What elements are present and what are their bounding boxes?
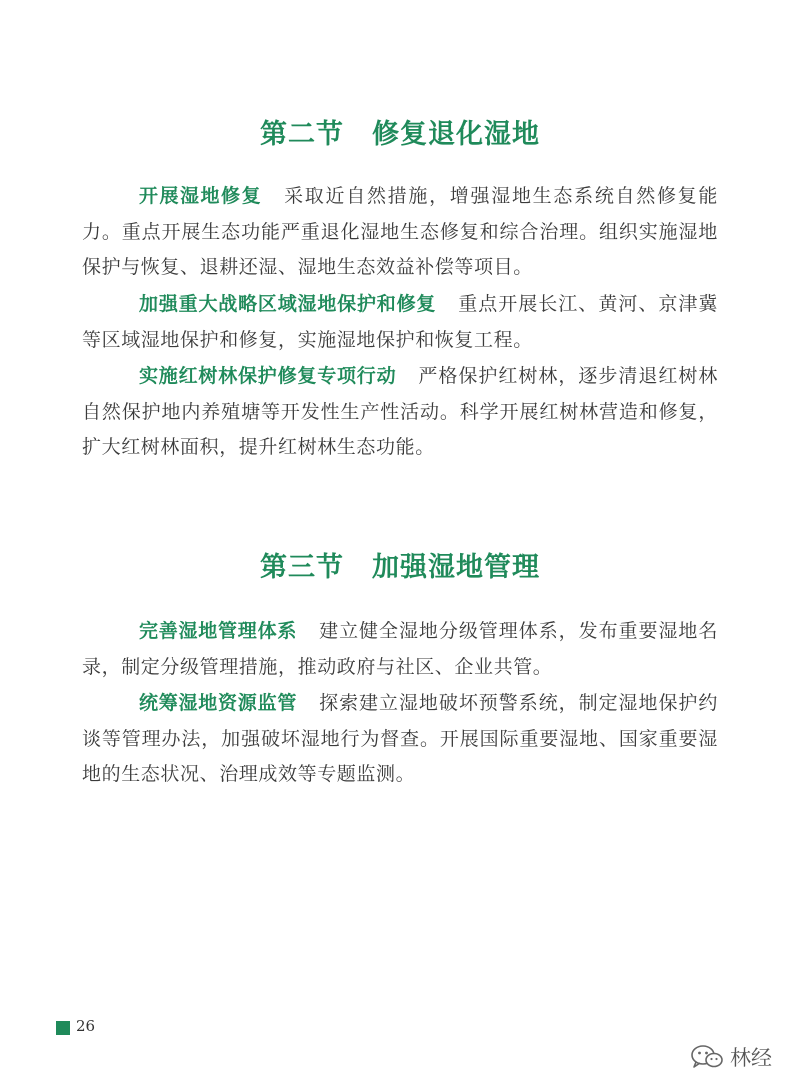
paragraph-heading: 实施红树林保护修复专项行动 <box>139 365 397 387</box>
paragraph-body: 严格保护红树林，逐步清退红树林自然保护地内养殖塘等开发性生产性活动。科学开展红树林营造和修复，扩大红树林面积，提升红树林生态功能。 <box>82 365 718 458</box>
section-title-wetland-management: 第三节 加强湿地管理 <box>260 552 540 583</box>
paragraph-heading: 加强重大战略区域湿地保护和修复 <box>139 293 437 315</box>
paragraph-wetland-restoration <box>82 179 718 286</box>
paragraph-management-system <box>82 614 718 685</box>
paragraph-heading: 完善湿地管理体系 <box>139 620 298 642</box>
paragraph-heading: 统筹湿地资源监管 <box>139 692 298 714</box>
paragraph-body: 采取近自然措施，增强湿地生态系统自然修复能力。重点开展生态功能严重退化湿地生态修复和综合治理。组织实施湿地保护与恢复、退耕还湿、湿地生态效益补偿等项目。 <box>82 185 718 278</box>
paragraph-resource-supervision <box>82 686 718 793</box>
page-number: 26 <box>76 1017 96 1035</box>
paragraph-strategic-region-wetlands <box>82 287 718 358</box>
watermark <box>690 1042 772 1072</box>
wechat-logo-icon <box>690 1044 724 1070</box>
watermark-text: 林经 <box>730 1046 772 1070</box>
page-marker-square <box>56 1021 70 1035</box>
paragraph-body: 探索建立湿地破坏预警系统，制定湿地保护约谈等管理办法，加强破坏湿地行为督查。开展国际重要湿地、国家重要湿地的生态状况、治理成效等专题监测。 <box>82 692 718 785</box>
paragraph-heading: 开展湿地修复 <box>139 185 263 207</box>
paragraph-mangrove-action <box>82 359 718 466</box>
paragraph-body: 建立健全湿地分级管理体系，发布重要湿地名录，制定分级管理措施，推动政府与社区、企业共管。 <box>82 620 718 678</box>
section-title-restore-degraded-wetlands: 第二节 修复退化湿地 <box>260 119 540 150</box>
paragraph-body: 重点开展长江、黄河、京津冀等区域湿地保护和修复，实施湿地保护和恢复工程。 <box>82 293 718 351</box>
